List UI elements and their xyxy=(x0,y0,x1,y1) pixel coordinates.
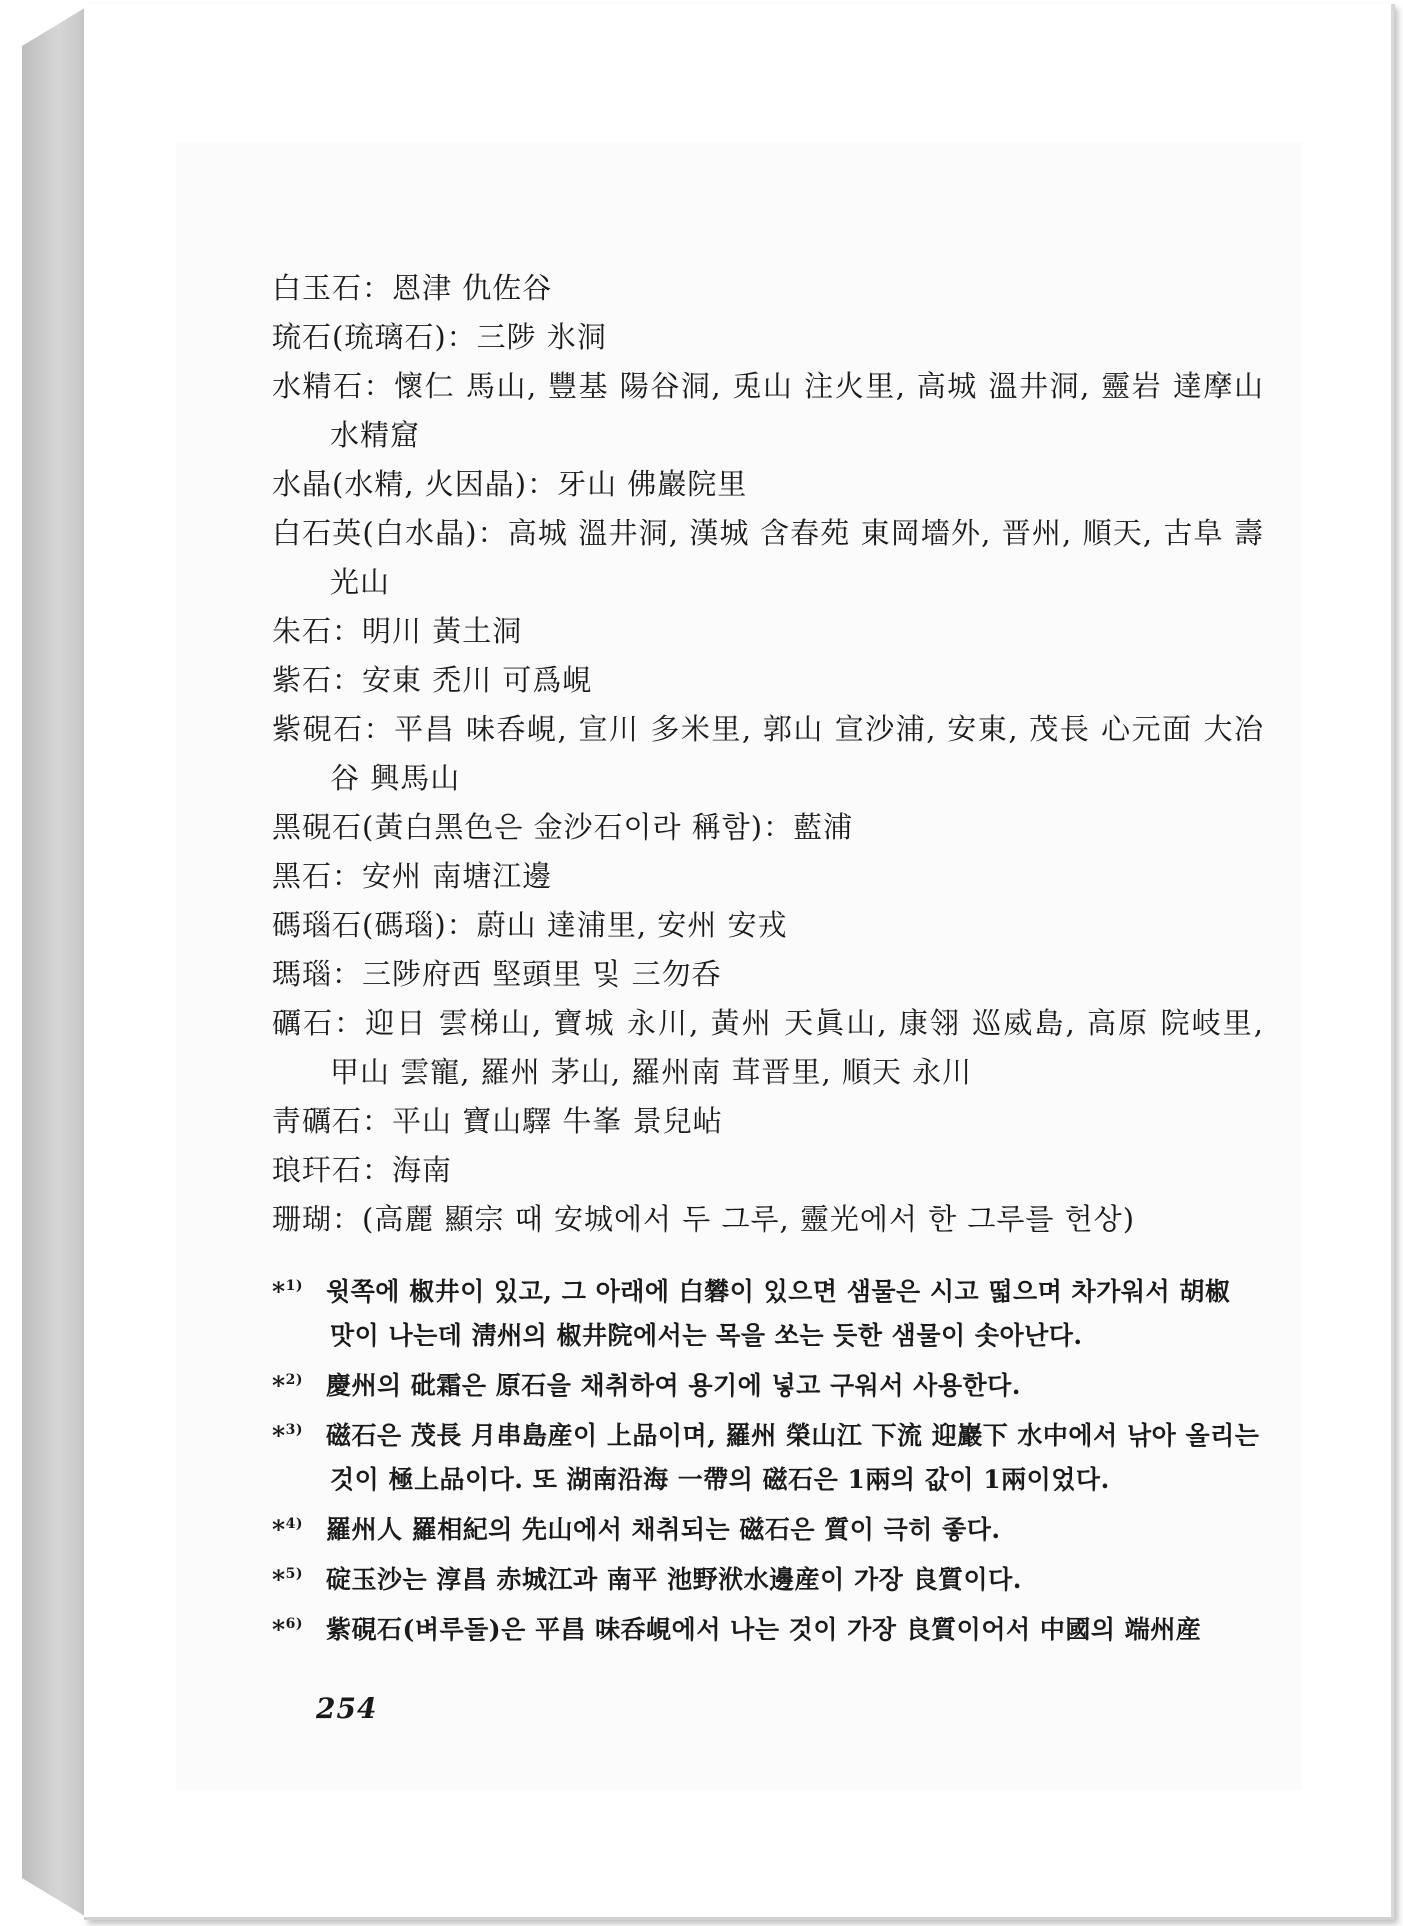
footnotes xyxy=(272,1264,1264,1652)
page-number: 254 xyxy=(316,1692,378,1725)
footnote-text: 磁石은 茂長 月串島産이 上品이며, 羅州 榮山江 下流 迎巖下 水中에서 낚아 올리는 것이 極上品이다. 또 湖南沿海 一帶의 磁石은 1兩의 값이 1兩이었다. xyxy=(326,1421,1260,1494)
footnote-marker: *$^{3)}$ xyxy=(272,1421,303,1450)
list-item: 碼瑙石(碼瑙)：蔚山 達浦里, 安州 安戎 xyxy=(272,908,788,942)
list-item: 白玉石：恩津 仇佐谷 xyxy=(272,271,553,305)
list-item: 礪石：迎日 雲梯山, 寶城 永川, 黃州 天眞山, 康翎 巡威島, 高原 院岐里, 甲山 雲寵, 羅州 茅山, 羅州南 茸晋里, 順天 永川 xyxy=(272,1006,1264,1089)
list-item: 黑硯石(黃白黑色은 金沙石이라 稱함)：藍浦 xyxy=(272,810,854,844)
list-item: 水精石：懷仁 馬山, 豐基 陽谷洞, 兎山 注火里, 高城 溫井洞, 靈岩 達摩山 水精窟 xyxy=(272,369,1264,452)
list-item: 黑石：安州 南塘江邊 xyxy=(272,859,553,893)
footnote-marker: *$^{4)}$ xyxy=(272,1515,303,1544)
list-item: 紫硯石：平昌 味呑峴, 宣川 多米里, 郭山 宣沙浦, 安東, 茂長 心元面 大冶谷 興馬山 xyxy=(272,712,1264,795)
mineral-list xyxy=(272,264,1264,1244)
footnote-text: 慶州의 砒霜은 原石을 채취하여 용기에 넣고 구워서 사용한다. xyxy=(326,1371,1021,1400)
footnote xyxy=(272,1502,1264,1552)
footnote-marker: *$^{6)}$ xyxy=(272,1615,303,1644)
footnote-marker: *$^{1)}$ xyxy=(272,1277,303,1306)
book-spine xyxy=(22,6,88,1918)
list-item: 紫石：安東 禿川 可爲峴 xyxy=(272,663,593,697)
list-item: 朱石：明川 黃土洞 xyxy=(272,614,523,648)
list-item: 白石英(白水晶)：高城 溫井洞, 漢城 含春苑 東岡墻外, 晋州, 順天, 古阜 壽光山 xyxy=(272,516,1264,599)
footnote-text: 紫硯石(벼루돌)은 平昌 味呑峴에서 나는 것이 가장 良質이어서 中國의 端州産 xyxy=(326,1615,1202,1644)
footnote-text: 羅州人 羅相紀의 先山에서 채취되는 磁石은 質이 극히 좋다. xyxy=(326,1515,1001,1544)
footnote-marker: *$^{2)}$ xyxy=(272,1371,303,1400)
page-content xyxy=(272,264,1264,1652)
footnote-text: 윗쪽에 椒井이 있고, 그 아래에 白礬이 있으면 샘물은 시고 떫으며 차가워서 胡椒 맛이 나는데 淸州의 椒井院에서는 목을 쏘는 듯한 샘물이 솟아난다. xyxy=(326,1277,1231,1350)
footnote xyxy=(272,1264,1264,1358)
list-item: 水晶(水精, 火因晶)：牙山 佛巖院里 xyxy=(272,467,748,501)
footnote-text: 碇玉沙는 淳昌 赤城江과 南平 池野洑水邊産이 가장 良質이다. xyxy=(326,1565,1022,1594)
footnote xyxy=(272,1602,1264,1652)
list-item: 靑礪石：平山 寶山驛 牛峯 景兒岾 xyxy=(272,1104,723,1138)
footnote xyxy=(272,1408,1264,1502)
list-item: 琅玕石：海南 xyxy=(272,1153,453,1187)
list-item: 珊瑚：(高麗 顯宗 때 安城에서 두 그루, 靈光에서 한 그루를 헌상) xyxy=(272,1202,1136,1236)
footnote xyxy=(272,1552,1264,1602)
list-item: 琉石(琉璃石)：三陟 氷洞 xyxy=(272,320,607,354)
footnote xyxy=(272,1358,1264,1408)
footnote-marker: *$^{5)}$ xyxy=(272,1565,303,1594)
list-item: 瑪瑙：三陟府西 堅頭里 및 三勿呑 xyxy=(272,957,722,991)
